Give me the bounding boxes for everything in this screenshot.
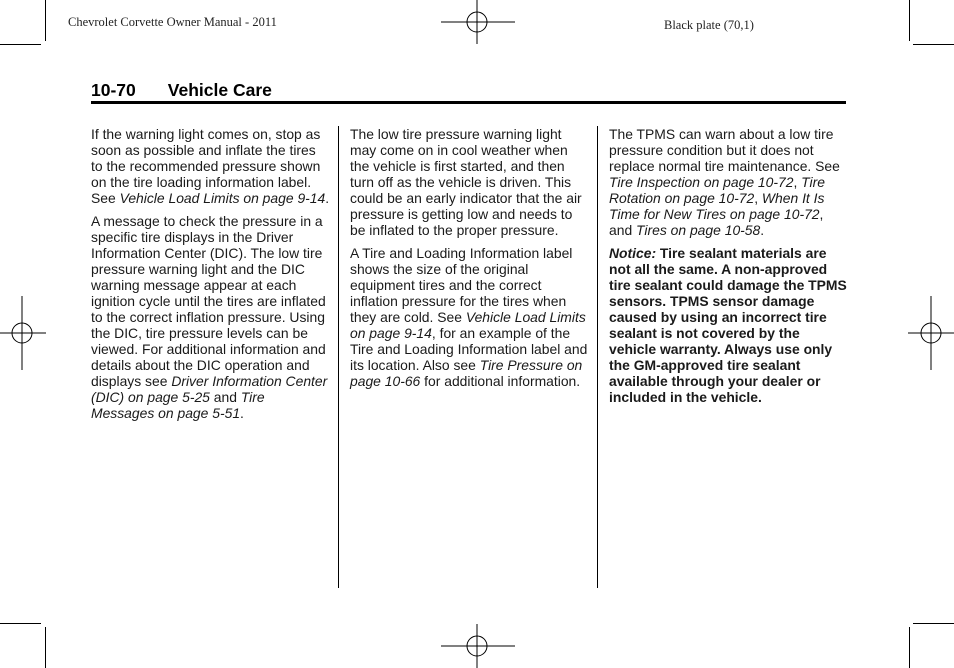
paragraph <box>350 245 590 389</box>
text: , <box>793 174 802 190</box>
registration-mark-top-icon <box>441 0 515 44</box>
crop-mark-tl-v <box>45 0 46 41</box>
registration-mark-right-icon <box>908 296 954 370</box>
cross-reference-link[interactable]: Driver Information Center (DIC) on page 5-25 <box>91 373 328 405</box>
text: The TPMS can warn about a low tire pressure condition but it does not replace normal tire maintenance. See <box>609 126 840 174</box>
notice-text: Tire sealant materials are not all the same. A non-approved tire sealant could damage the TPMS sensors. TPMS sensor damage caused by using an incorrect tire sealant is not covered by the vehicle warranty. Always use only the GM-approved tire sealant available through your dealer or included in the vehicle. <box>609 245 847 405</box>
cross-reference-link[interactable]: Vehicle Load Limits on page 9-14 <box>119 190 326 206</box>
crop-mark-br-h <box>913 623 954 624</box>
cross-reference-link[interactable]: Vehicle Load Limits on page 9-14 <box>350 309 586 341</box>
manual-title: Chevrolet Corvette Owner Manual - 2011 <box>68 15 277 29</box>
paragraph <box>91 126 331 206</box>
crop-mark-tl-h <box>0 44 41 45</box>
text: , and <box>609 206 824 238</box>
registration-mark-bottom-icon <box>441 624 515 668</box>
page-heading <box>91 80 272 101</box>
column-1 <box>91 126 331 428</box>
paragraph <box>91 213 331 421</box>
cross-reference-link[interactable]: Tire Inspection on page 10-72 <box>609 174 794 190</box>
crop-mark-bl-h <box>0 623 41 624</box>
notice-paragraph <box>609 245 849 405</box>
column-2 <box>350 126 590 396</box>
text: . <box>760 222 765 238</box>
text: , <box>754 190 762 206</box>
text: A message to check the pressure in a specific tire displays in the Driver Information Center (DIC). The low tire pressure warning light and the DIC warning message appear at each ignition cycle until the tires are inflated to the correct inflation pressure. Using the DIC, tire pressure levels can be viewed. For additional information and details about the DIC operation and displays see <box>91 213 326 389</box>
cross-reference-link[interactable]: Tire Pressure on page 10-66 <box>350 357 583 389</box>
text: , for an example of the Tire and Loading Information label and its location. Also see <box>350 325 588 373</box>
text: . <box>325 190 330 206</box>
crop-mark-bl-v <box>45 627 46 668</box>
cross-reference-link[interactable]: Tire Messages on page 5-51 <box>91 389 265 421</box>
plate-label: Black plate (70,1) <box>664 18 754 32</box>
heading-rule <box>91 101 846 104</box>
column-3 <box>609 126 849 412</box>
crop-mark-tr-v <box>909 0 910 41</box>
text: A Tire and Loading Information label shows the size of the original equipment tires and the correct inflation pressure for the tires when they are cold. See <box>350 245 573 325</box>
crop-mark-br-v <box>909 627 910 668</box>
text: . <box>240 405 244 421</box>
column-divider-2 <box>597 126 598 588</box>
column-divider-1 <box>338 126 339 588</box>
text: for additional information. <box>420 373 581 389</box>
paragraph <box>609 126 849 238</box>
notice-label: Notice: <box>609 245 657 261</box>
text: and <box>209 389 241 405</box>
page-number: 10-70 <box>91 80 136 100</box>
section-title: Vehicle Care <box>167 80 272 100</box>
cross-reference-link[interactable]: Tires on page 10-58 <box>636 222 761 238</box>
crop-mark-tr-h <box>913 44 954 45</box>
registration-mark-left-icon <box>0 296 46 370</box>
cross-reference-link[interactable]: Tire Rotation on page 10-72 <box>609 174 825 206</box>
cross-reference-link[interactable]: When It Is Time for New Tires on page 10-72 <box>609 190 825 222</box>
text: If the warning light comes on, stop as soon as possible and inflate the tires to the recommended pressure shown on the tire loading information label. See <box>91 126 321 206</box>
paragraph: The low tire pressure warning light may come on in cool weather when the vehicle is first started, and then turn off as the vehicle is driven. This could be an early indicator that the air pressure is getting low and needs to be inflated to the proper pressure. <box>350 126 582 238</box>
